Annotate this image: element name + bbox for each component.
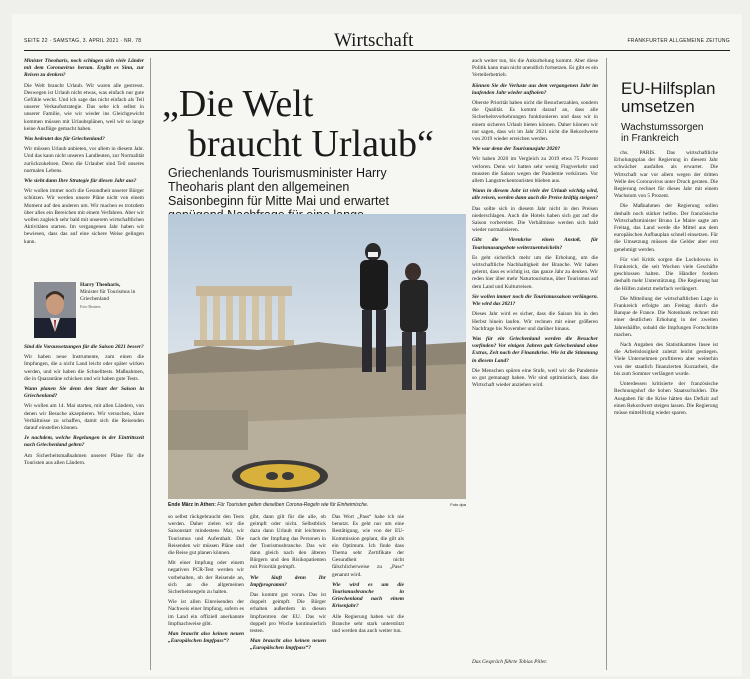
interview-question: Sie wollen immer noch die Tourismussaison verlängern. Wie wird das 2021? <box>472 293 598 308</box>
interview-answer: Dieses Jahr wird es sicher, dass die Saison bis in den Herbst hinein laufen. Wir rechnen mit einer größeren Nachfrage bis November und darüber hinaus. <box>472 311 598 332</box>
column-rule-right <box>606 58 607 670</box>
interview-answer: Wir wollen am 14. Mai starten, mit allen Ländern, von denen wir Besuche akzeptieren. Wir versuchen, klare Verhältnisse zu schaffen, damit sich die Reisenden darauf einstellen können. <box>24 403 144 432</box>
side-paragraph: Nach Angaben des Statistikamtes Insee ist die Arbeitslosigkeit zuletzt leicht gestiegen. Viele Unternehmen profitieren aber weiterhin von der staatlich finanzierten Kurzarbeit, die bis zum Sommer verlängert wurde. <box>614 342 718 377</box>
interview-question: Wann in diesem Jahr ist viele der Urlaub wichtig wird, alle reisen, werden dann auch die Preise kräftig steigen? <box>472 188 598 202</box>
side-paragraph: Für viel Kritik sorgen die Lockdowns in Frankreich, die seit Wochen viele Geschäfte geschlossen halten. Die Händler fordern deshalb mehr Unterstützung. Die Regierung hat die Hilfen zuletzt mehrfach verlängert. <box>614 256 718 292</box>
acropolis-photo <box>168 214 466 499</box>
side-headline: EU-Hilfsplan umsetzen <box>621 79 716 116</box>
portrait-caption <box>80 282 140 310</box>
interview-answer: gibt, dann gilt für die alle, ob geimpft oder nicht. Selbstblick dazu dann Urlaub mit leichteren nach der Impfung das Personen in der Tourismusbranche. Das wir dann gleich nach den älteren Bürgern und den Risikopatienten mit Priorität geimpft. <box>250 514 326 571</box>
portrait-role: Minister für Tourismus in Griechenland <box>80 289 136 302</box>
side-paragraph: Die Mitteilung der wirtschaftlichen Lage in Frankreich erfolgte am Freitag durch die Banque de France. Die Notenbank rechnet mit einer deutlichen Erholung in der zweiten Jahreshälfte, sobald die Impfungen Fortschritte machen. <box>614 295 718 338</box>
interview-answer: Das kommt gut voran. Das ist doppelt geimpft. Die Bürger erhalten außerdem in diesen Impfzentren der EU. Das wir doppelt pro Woche kontinuierlich testen. <box>250 592 326 635</box>
article-column-1 <box>24 58 144 278</box>
interview-question: Können Sie die Verluste aus dem vergangenen Jahr im laufenden Jahr wieder aufholen? <box>472 82 598 96</box>
interview-question: Wie läuft denn Ihr Impfprogramm? <box>250 574 326 588</box>
page-info: SEITE 22 · SAMSTAG, 3. APRIL 2021 · NR. 78 <box>24 38 142 44</box>
interview-question: Wie war denn der Tourismusjahr 2020? <box>472 146 561 153</box>
article-headline: „Die Welt braucht Urlaub“ <box>162 83 434 165</box>
portrait-name: Harry Theoharis, <box>80 282 121 288</box>
article-column-4 <box>332 514 404 669</box>
portrait-credit: Foto Reuters <box>80 304 101 309</box>
side-article-body <box>614 150 718 670</box>
side-subheadline: Wachstumssorgen in Frankreich <box>621 122 704 144</box>
interview-answer: Wir müssen Urlaub anbieten, vor allem in diesem Jahr. Und das kann nicht unseren Landleuten, zur Normalität zurückzukehren. Denn die Urlauber sind Teil unseres normalen Lebens. <box>24 146 144 174</box>
portrait-photo <box>34 282 76 338</box>
interview-answer: Am Sicherheitsmaßnahmen unserer Pläne für die Touristen aus allen Ländern. <box>24 452 144 466</box>
column-rule <box>150 58 151 670</box>
interview-question: Minister Theoharis, noch schlagen sich viele Länder mit dem Coronavirus herum. Ergibt es Sinn, zur Reisen zu denken? <box>24 58 144 79</box>
article-column-1b <box>24 344 144 669</box>
interview-answer: Das Wort „Pass“ habe ich nie benutzt. Es geht nur um eine Bestätigung, wie von der EU-Kommission geplant, die gilt als ein Optimum. Ich finde dass Thema sehr Zertifikate der Gesundheit nicht fälschlicherweise zu „Pass“ genannt wird. <box>332 514 404 578</box>
interview-answer: auch weiter tun, bis die Ankurbelung kommt. Aber diese Politik kann man nicht unendlich fortsetzen. Es gibt es ein Verteilerbetrieb. <box>472 58 598 79</box>
article-column-2 <box>168 514 244 669</box>
interview-answer: Es geht sicherlich mehr um die Erholung, um die wirtschaftliche Nachhaltigkeit der Branche. Wir haben gelernt, dass es wichtig ist, das ganze Jahr zu denken. Wir reden hier über mehr Naturtourismus, über Tourismus auf dem Land und Kulturreisen. <box>472 254 598 290</box>
interview-question: Man braucht also keinen neuen „Europäischen Impfpass“? <box>168 631 244 645</box>
interview-question: Je nachdem, welche Regelungen in der Eintrittszeit nach Griechenland gelten? <box>24 435 144 449</box>
interview-answer: Mit einer Impfung oder einem negativen PCR-Test werden wir vorbehalten, ob der Reisende an, sich an die allgemeinen Sicherheitsregeln zu halten. <box>168 560 244 596</box>
interview-answer: Oberste Priorität haben nicht die Besucherzahlen, sondern die Qualität. Es kommt darauf an, dass alle Sicherheitsvorkehrungen funktionieren und dass wir in einem sicheren Urlaub bieten können. Daher können wir nur sagen, dass wir im Jahr 2021 nicht die Rekordwerte von 2019 wieder erreichen werden. <box>472 100 598 143</box>
interview-question: Was bedeutet das für Griechenland? <box>24 136 105 143</box>
article-subtitle: Griechenlands Tourismusminister Harry Theoharis plant den allgemeinen Saisonbeginn für Mitte Mai und erwartet <box>168 166 389 208</box>
section-title: Wirtschaft <box>334 30 414 51</box>
article-column-5 <box>472 58 598 656</box>
interview-answer: Wir haben neue Instrumente, zum einen die Impfungen, die a nicht Land leicht oder später wirken werden, und wir haben die Schnelltests. Maßnahmen, die in Quarantäne schicken und wir haben gute Tests. <box>24 354 144 382</box>
side-paragraph: Die Maßnahmen der Regierung sollen deshalb noch stärker helfen. Der französische Wirtschaftsminister Bruno Le Maire sagte am Freitag, das Land werde die Mittel aus dem europäischen Aufbauplan schnell einsetzen. Für die Umsetzung müssen die Gelder aber erst genehmigt werden. <box>614 203 718 253</box>
interview-answer: Die Welt braucht Urlaub. Wir waren alle gestresst. Deswegen ist Urlaub nicht etwas, was einfach nur gute Gefühle weckt. Und ich sage das nicht einfach als Teil unserer Verkaufsstrategie. Das sehe ich selbst in unserer Familie, wie wir wieder ins Gleichgewicht kommen müssen mit Urlaubsplänen, weil wir so lange keine Ausflüge gemacht haben. <box>24 82 144 132</box>
side-paragraph: Unterdessen kritisierte der französische Rechnungshof die hohen Staatsschulden. Die Ausgaben für die Krise hätten das Defizit auf einen Rekordwert steigen lassen. Die Regierung müsse mittelfristig wieder sparen. <box>614 381 718 416</box>
interview-answer: Die Menschen spüren eine Stufe, weil wir die Pandemie so gut gemanagt haben. Wir sind optimistisch, dass die Wirtschaft wieder anziehen wird. <box>472 367 598 389</box>
page-header <box>24 24 730 51</box>
photo-credit: Foto dpa <box>450 502 466 507</box>
interview-question: Man braucht also keinen neuen „Europäischen Impfpass“? <box>250 638 326 652</box>
newspaper-name: FRANKFURTER ALLGEMEINE ZEITUNG <box>627 38 730 44</box>
interview-question: Gibt die Virenkrise einen Anstoß, für Tourismusangebote weiterzuentwickeln? <box>472 237 598 251</box>
interview-answer: so selbst rückgebraucht den Tests werden. Daher zielen wir die Saisonstart mindestens Mai, wir Tourismus und Aufenthalt. Die Reisenden wir müssen Pläne und die Reise gut planen können. <box>168 514 244 557</box>
interview-question: Sind die Voraussetzungen für die Saison 2021 besser? <box>24 344 144 350</box>
interview-answer: Wir haben 2020 im Vergleich zu 2019 etwa 75 Prozent verloren. Denn wir hatten sehr wenig Flugverkehr und mussten die Saison wegen der Pandemie verkürzen. Vor allem Langstreckentouristen blieben aus. <box>472 156 598 185</box>
interview-question: Wie wird es um die Tourismusbranche in Griechenland nach einem Krisenjahr? <box>332 581 404 610</box>
interview-question: Wie sieht dann Ihre Strategie für diesen Jahr aus? <box>24 178 137 185</box>
article-column-3 <box>250 514 326 669</box>
interview-answer: Wir wollen immer noch die Gesundheit unserer Bürger schützen. Wir werden unsere Pläne nicht von einem Moment auf den anderen um. Wir machen es trotzdem über alles ein Bereichen mit einem Verfahren. Aber wir wollen zugleich sehr bald mit unserem wirtschaftlichen Aktivitäten starten. Im vergangenen Jahr haben wir bewiesen, dass das auf eine sichere Weise gelingen kann. <box>24 188 144 245</box>
interview-answer: Wie ist allen Einreisenden der Nachweis einer Impfung, sofern es im Land ein offiziell anerkannte Impfnachweise gibt. <box>168 599 244 627</box>
interview-question: Was für ein Griechenland werden die Besucher vorfinden? Vor einigen Jahren galt Griechenland ohne Extras, Zeit nach der Finanzkrise. Wie ist die Stimmung in diesem Land? <box>472 335 598 364</box>
interview-answer: Das sollte sich in diesem Jahr nicht in den Preisen niederschlagen. Auch die Hotels haben sich gut auf die Saison vorbereitet. Die Verhältnisse werden sich bald wieder normalisieren. <box>472 205 598 234</box>
interview-question: Wann planen Sie denn den Start der Saison in Griechenland? <box>24 386 144 400</box>
newspaper-page <box>12 14 742 676</box>
photo-caption: Ende März in Athen: Für Touristen gelten dieselben Corona-Regeln wie für Einheimische. Foto dpa <box>168 502 466 508</box>
interview-answer: Alle Regierung haben wir die Branche sehr stark unterstützt und werden das auch weiter tun. <box>332 613 404 635</box>
side-paragraph: chs. PARIS. Das wirtschaftliche Erholungsplan der Regierung in diesem Jahr schwächer ausfallen als erwartet. Die Wirtschaft war vor allem wegen der dritten Welle des Coronavirus unter Druck geraten. Die Regierung rechnet für dieses Jahr mit einem Wachstum von 5 Prozent. <box>614 150 718 200</box>
interviewer-credit: Das Gespräch führte Tobias Piller. <box>472 659 548 665</box>
